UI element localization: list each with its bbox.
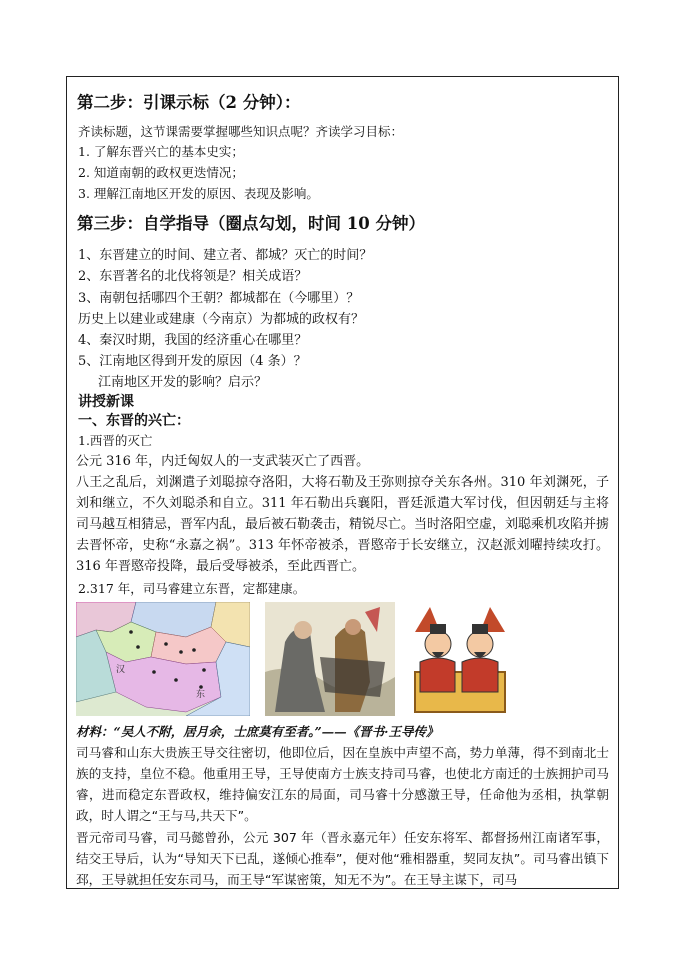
cartoon-image xyxy=(410,602,510,716)
map-image xyxy=(76,602,250,716)
list-item: 1.西晋的灭亡 xyxy=(78,433,153,448)
goal-item: 2. 知道南朝的政权更迭情况； xyxy=(78,165,244,180)
goal-item: 1. 了解东晋兴亡的基本史实； xyxy=(78,144,244,159)
paragraph: 公元 316 年，内迁匈奴人的一支武装灭亡了西晋。 xyxy=(76,454,370,469)
lesson-heading: 讲授新课 xyxy=(78,394,134,410)
question-item: 5、江南地区得到开发的原因（4 条）？ xyxy=(78,354,307,369)
list-item: 2.317 年，司马睿建立东晋，定都建康。 xyxy=(78,581,306,596)
caption-text: 材料：“吴人不附，居月余，士庶莫有至者。”——《晋书·王导传》 xyxy=(76,724,439,739)
question-item: 3、南朝包括哪四个王朝？都城都在（今哪里）？ xyxy=(78,291,360,306)
question-item: 历史上以建业或建康（今南京）为都城的政权有？ xyxy=(78,312,365,327)
section-subheading: 一、东晋的兴亡： xyxy=(78,413,190,429)
step2-intro: 齐读标题，这节课需要掌握哪些知识点呢？齐读学习目标： xyxy=(78,124,404,139)
step2-heading: 第二步：引课示标（2 分钟）： xyxy=(77,93,301,112)
map-label: 汉 xyxy=(116,665,126,675)
question-item: 4、秦汉时期，我国的经济重心在哪里？ xyxy=(78,333,308,348)
goal-item: 3. 理解江南地区开发的原因、表现及影响。 xyxy=(78,186,319,201)
material-caption xyxy=(76,722,438,740)
question-item: 2、东晋著名的北伐将领是？相关成语？ xyxy=(78,269,308,284)
question-item: 江南地区开发的影响？启示？ xyxy=(98,375,268,390)
painting-image xyxy=(265,602,395,716)
paragraph: 司马睿和山东大贵族王导交往密切，他即位后，因在皇族中声望不高，势力单薄，得不到南北士族的支持，皇位不稳。他重用王导，王导使南方士族支持司马睿，也使北方南迁的士族拥护司马睿，进而稳定东晋政权，维持偏安江东的局面，司马睿十分感激王导，任命他为丞相，执掌朝政，时人谓之“王与马,共天下”。 xyxy=(76,745,609,823)
map-label: 东 xyxy=(196,690,206,700)
question-item: 1、东晋建立的时间、建立者、都城？灭亡的时间？ xyxy=(78,248,373,263)
step3-heading: 第三步：自学指导（圈点勾划，时间 10 分钟） xyxy=(77,214,425,233)
paragraph: 晋元帝司马睿，司马懿曾孙，公元 307 年（晋永嘉元年）任安东将军、都督扬州江南诸军事，结交王导后，认为“导知天下已乱，遂倾心推奉”，便对他“雅相器重，契同友执”。司马睿出镇下邳，王导就担任安东司马，而王导“军谋密策，知无不为”。在王导主谋下，司马 xyxy=(76,830,609,887)
document-page xyxy=(66,76,619,889)
paragraph: 八王之乱后，刘渊遣子刘聪掠夺洛阳，大将石勒及王弥则掠夺关东各州。310 年刘渊死，子刘和继立，不久刘聪杀和自立。311 年石勒出兵襄阳，晋廷派遣大军讨伐，但因朝廷与主将司马越互相猜忌，晋军内乱，最后被石勒袭击，精锐尽亡。当时洛阳空虚，刘聪乘机攻陷并掳去晋怀帝，史称“永嘉之祸”。313 年怀帝被杀，晋愍帝于长安继立，汉赵派刘曜持续攻打。316 年晋愍帝投降，最后受辱被杀，至此西晋亡。 xyxy=(76,475,610,574)
